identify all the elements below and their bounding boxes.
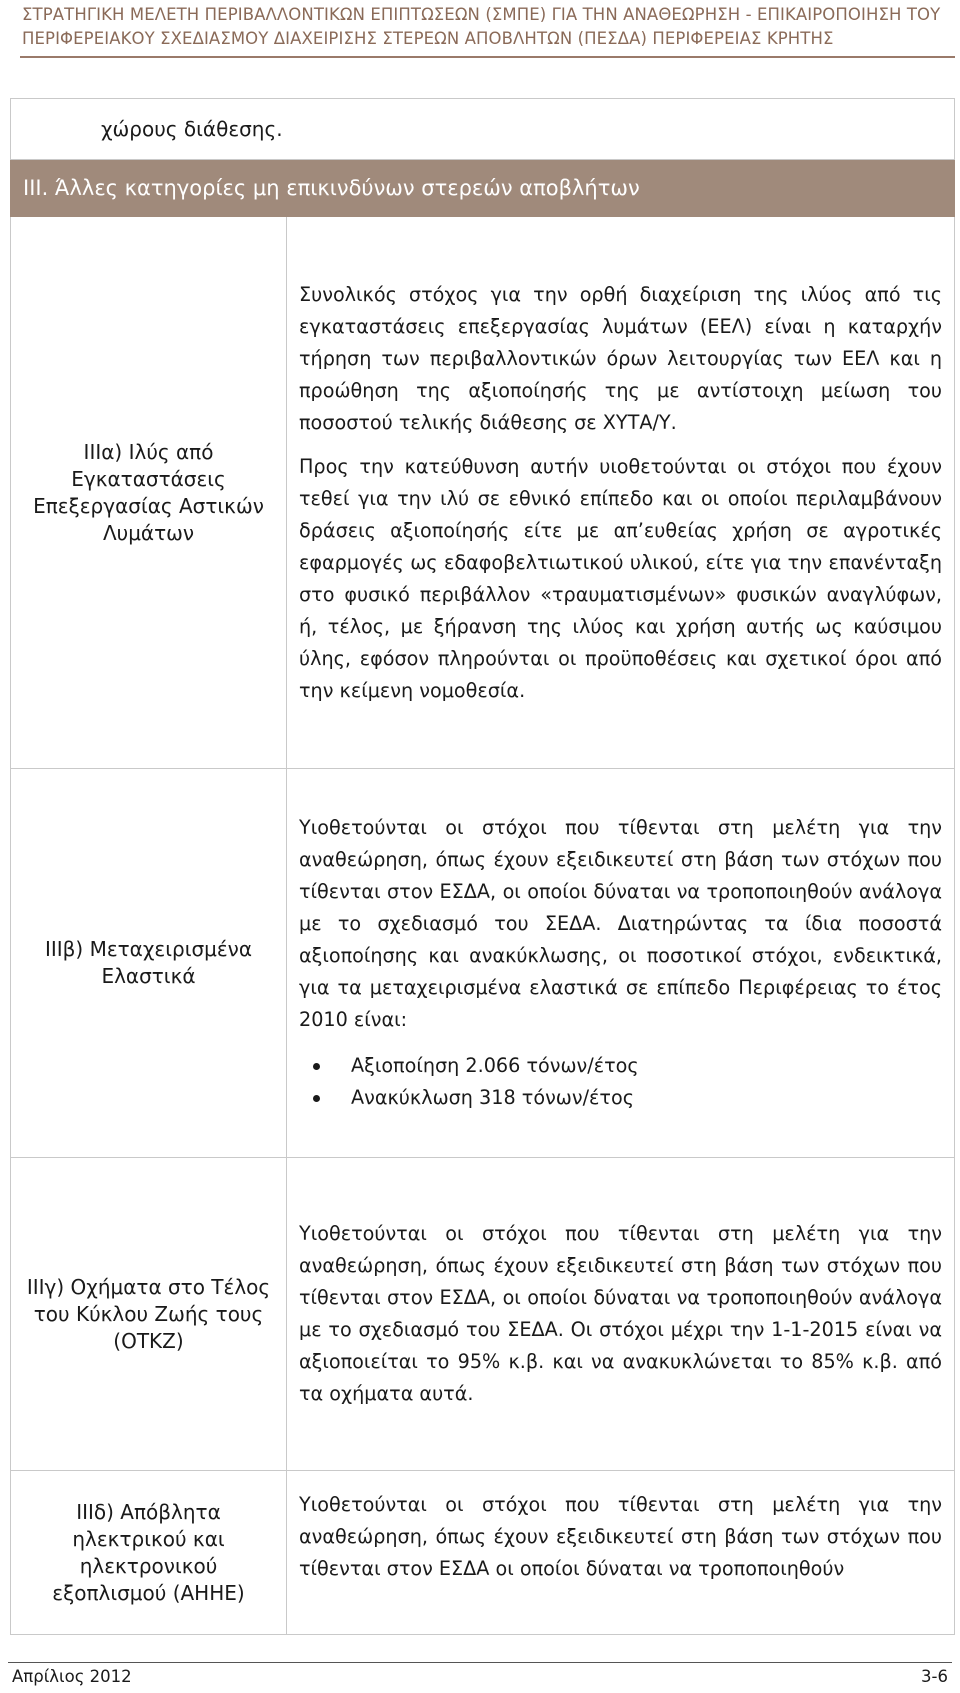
table-row — [11, 769, 955, 1158]
row-label: ΙΙΙβ) Μεταχειρισμένα Ελαστικά — [11, 769, 287, 1158]
header-divider — [20, 56, 955, 58]
header-line-1: ΣΤΡΑΤΗΓΙΚΗ ΜΕΛΕΤΗ ΠΕΡΙΒΑΛΛΟΝΤΙΚΩΝ ΕΠΙΠΤΩΣΕΩΝ (ΣΜΠΕ) ΓΙΑ ΤΗΝ ΑΝΑΘΕΩΡΗΣΗ - ΕΠΙΚΑΙΡΟΠΟΙΗΣΗ ΤΟΥ — [22, 5, 941, 24]
section-header-row — [11, 160, 955, 217]
paragraph: Υιοθετούνται οι στόχοι που τίθενται στη μελέτη για την αναθεώρηση, όπως έχουν εξειδικευτεί στη βάση των στόχων που τίθενται στον ΕΣΔΑ, οι οποίοι δύναται να τροποποιηθούν ανάλογα με το σχεδιασμό του ΣΕΔΑ. Οι στόχοι μέχρι την 1-1-2015 είναι να αξιοποιείται το 95% κ.β. και να ανακυκλώνεται το 85% κ.β. από τα οχήματα αυτά. — [299, 1222, 942, 1405]
section-header-cell — [11, 160, 955, 217]
continuation-row — [11, 99, 955, 160]
row-label: ΙΙΙδ) Απόβλητα ηλεκτρικού και ηλεκτρονικού εξοπλισμού (ΑΗΗΕ) — [11, 1471, 287, 1635]
row-content — [287, 1471, 955, 1635]
footer-date: Απρίλιος 2012 — [12, 1667, 132, 1686]
list-item-text: Αξιοποίηση 2.066 τόνων/έτος — [351, 1054, 639, 1077]
paragraph: Προς την κατεύθυνση αυτήν υιοθετούνται οι στόχοι που έχουν τεθεί για την ιλύ σε εθνικό επίπεδο και οι οποίοι περιλαμβάνουν δράσεις αξιοποίησής είτε με απ’ευθείας χρήση σε αγροτικές εφαρμογές ως εδαφοβελτιωτικού υλικού, είτε για την επανένταξη στο φυσικό περιβάλλον «τραυματισμένων» φυσικών αναγλύφων, ή, τέλος, με ξήρανση της ιλύος και χρήση αυτής ως καύσιμου ύλης, εφόσον πληρούνται οι προϋποθέσεις και σχετικοί όροι από την κείμενη νομοθεσία. — [299, 454, 942, 702]
continuation-text: χώρους διάθεσης. — [101, 117, 283, 141]
row-content — [287, 217, 955, 769]
table-row — [11, 217, 955, 769]
bullet-icon — [313, 1095, 320, 1102]
row-content — [287, 1158, 955, 1471]
header-line-2: ΠΕΡΙΦΕΡΕΙΑΚΟΥ ΣΧΕΔΙΑΣΜΟΥ ΔΙΑΧΕΙΡΙΣΗΣ ΣΤΕΡΕΩΝ ΑΠΟΒΛΗΤΩΝ (ΠΕΣΔΑ) ΠΕΡΙΦΕΡΕΙΑΣ ΚΡΗΤΗΣ — [22, 29, 834, 48]
bullet-icon — [313, 1063, 320, 1070]
page-number: 3-6 — [921, 1667, 948, 1686]
table-row — [11, 1471, 955, 1635]
section-title: III. Άλλες κατηγορίες μη επικινδύνων στερεών αποβλήτων — [23, 176, 640, 200]
paragraph: Υιοθετούνται οι στόχοι που τίθενται στη μελέτη για την αναθεώρηση, όπως έχουν εξειδικευτεί στη βάση των στόχων που τίθενται στον ΕΣΔΑ οι οποίοι δύναται να τροποποιηθούν — [299, 1493, 942, 1580]
objectives-table — [10, 98, 955, 1635]
table-row — [11, 1158, 955, 1471]
bullet-list — [299, 1050, 942, 1114]
footer-divider — [8, 1662, 952, 1663]
row-content — [287, 769, 955, 1158]
row-label: ΙΙΙγ) Οχήματα στο Τέλος του Κύκλου Ζωής τους (ΟΤΚΖ) — [11, 1158, 287, 1471]
list-item — [299, 1082, 942, 1114]
running-header — [22, 3, 952, 51]
paragraph: Συνολικός στόχος για την ορθή διαχείριση της ιλύος από τις εγκαταστάσεις επεξεργασίας λυμάτων (ΕΕΛ) είναι η καταρχήν τήρηση των περιβαλλοντικών όρων λειτουργίας των ΕΕΛ και η προώθηση της αξιοποίησής της με αντίστοιχη μείωση του ποσοστού τελικής διάθεσης σε ΧΥΤΑ/Υ. — [299, 282, 942, 434]
list-item-text: Ανακύκλωση 318 τόνων/έτος — [351, 1086, 634, 1109]
list-item — [299, 1050, 942, 1082]
paragraph: Υιοθετούνται οι στόχοι που τίθενται στη μελέτη για την αναθεώρηση, όπως έχουν εξειδικευτεί στη βάση των στόχων που τίθενται στον ΕΣΔΑ, οι οποίοι δύναται να τροποποιηθούν ανάλογα με το σχεδιασμό του ΣΕΔΑ. Διατηρώντας τα ίδια ποσοστά αξιοποίησης και ανακύκλωσης, οι ποσοτικοί στόχοι, ενδεικτικά, για τα μεταχειρισμένα ελαστικά σε επίπεδο Περιφέρειας το έτος 2010 είναι: — [299, 816, 942, 1031]
continuation-cell — [11, 99, 955, 160]
row-label: ΙΙΙα) Ιλύς από Εγκαταστάσεις Επεξεργασίας Αστικών Λυμάτων — [11, 217, 287, 769]
